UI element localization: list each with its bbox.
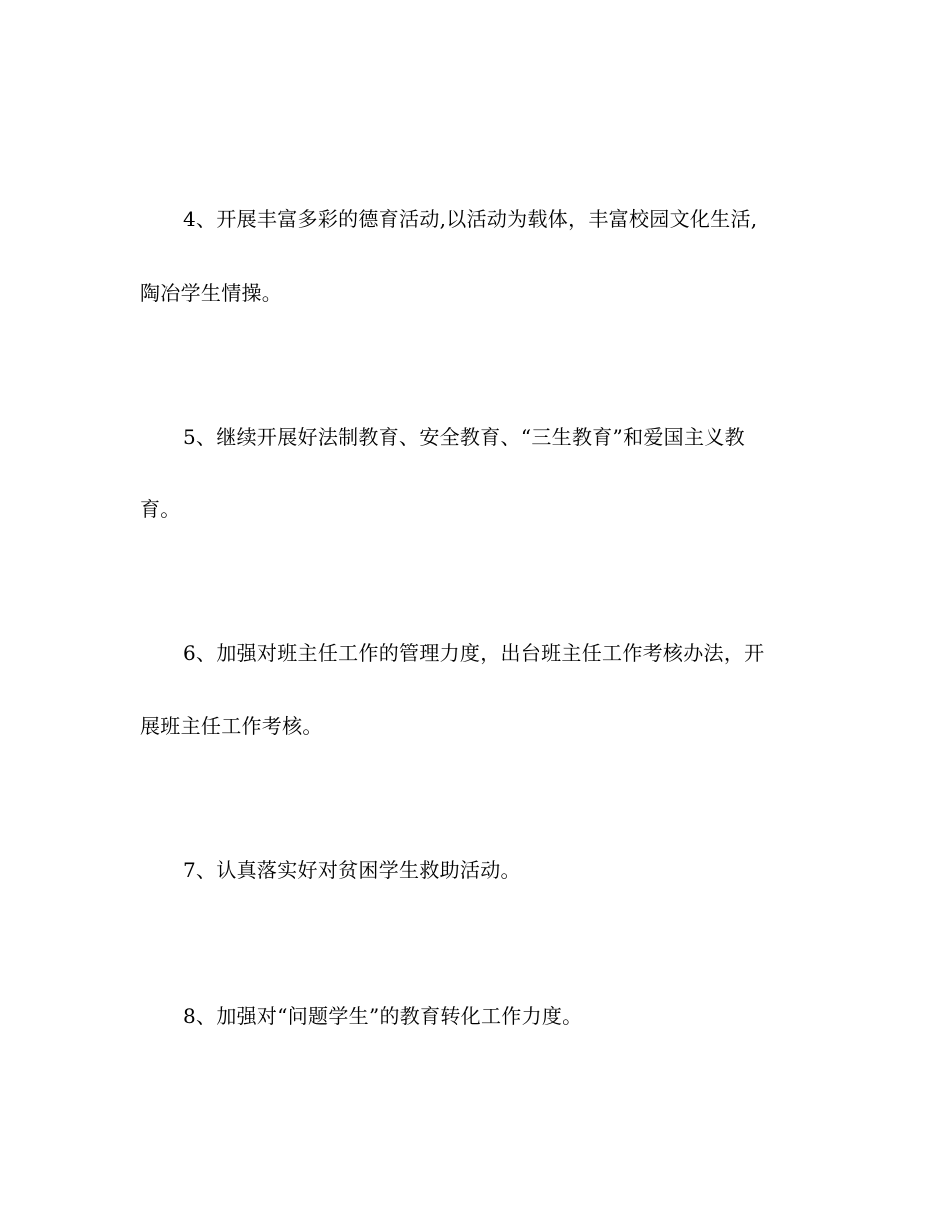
paragraph-8-line-1: 8、加强对“问题学生”的教育转化工作力度。 xyxy=(183,1004,583,1028)
paragraph-6-line-2: 展班主任工作考核。 xyxy=(140,714,323,738)
paragraph-4-line-2: 陶冶学生情操。 xyxy=(140,281,283,305)
paragraph-6-line-1: 6、加强对班主任工作的管理力度，出台班主任工作考核办法，开 xyxy=(183,641,765,665)
paragraph-5-line-1: 5、继续开展好法制教育、安全教育、“三生教育”和爱国主义教 xyxy=(183,425,745,449)
paragraph-4-line-1: 4、开展丰富多彩的德育活动,以活动为载体，丰富校园文化生活, xyxy=(183,207,758,231)
paragraph-5-line-2: 育。 xyxy=(140,497,181,521)
paragraph-7-line-1: 7、认真落实好对贫困学生救助活动。 xyxy=(183,858,521,882)
